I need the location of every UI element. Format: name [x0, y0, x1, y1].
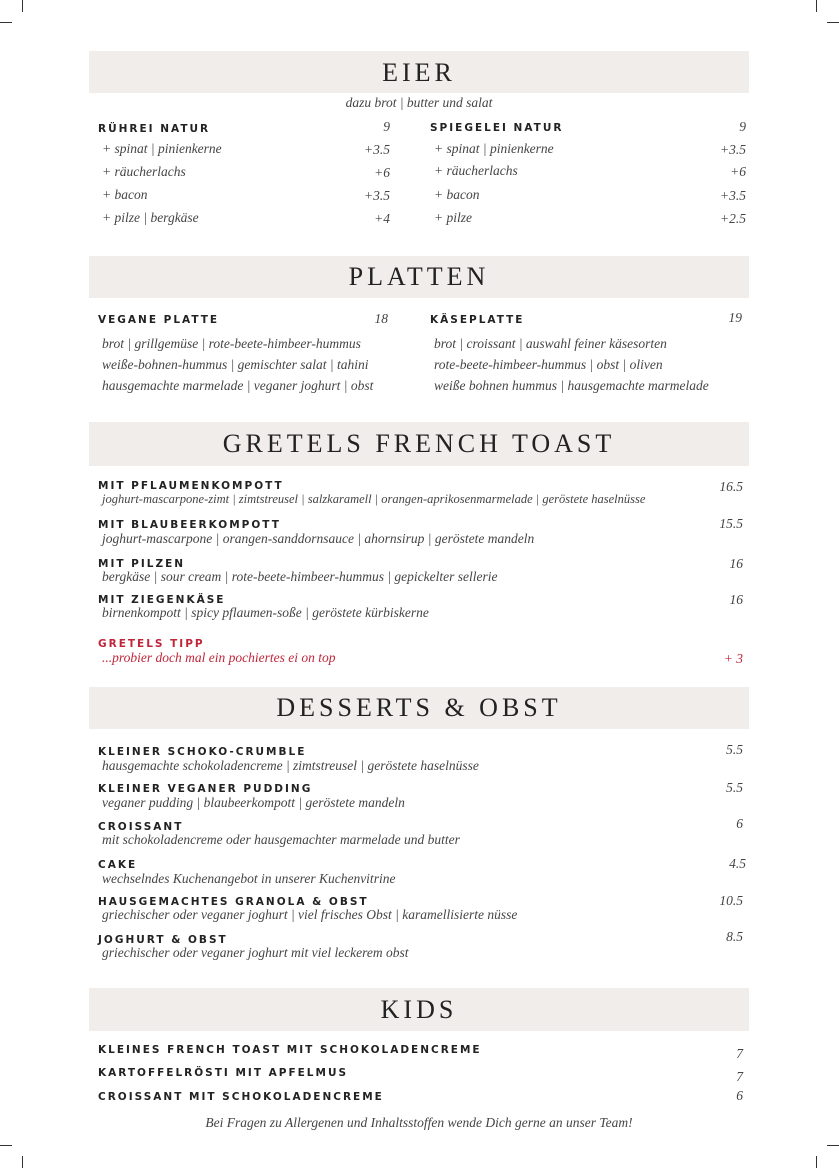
- crop-mark: [827, 22, 839, 23]
- menu-item-name: JOGHURT & OBST: [98, 934, 228, 946]
- section-title-desserts: DESSERTS & OBST: [276, 693, 562, 722]
- menu-item-name: KLEINES FRENCH TOAST MIT SCHOKOLADENCREME: [98, 1044, 482, 1056]
- menu-item-price: 7: [736, 1069, 743, 1084]
- menu-item-name: KARTOFFELRÖSTI MIT APFELMUS: [98, 1067, 349, 1079]
- menu-item-price: 16: [729, 592, 743, 607]
- extra-price: +3.5: [364, 142, 390, 157]
- menu-item-price: 18: [374, 311, 388, 326]
- section-title-eier: EIER: [382, 58, 456, 87]
- menu-item-price: 15.5: [719, 516, 743, 531]
- menu-item-desc: joghurt-mascarpone-zimt | zimtstreusel | salzkaramell | orangen-aprikosenmarmelade | geröstete haselnüsse: [102, 492, 646, 506]
- menu-item-price: 16: [729, 556, 743, 571]
- menu-item-desc: birnenkompott | spicy pflaumen-soße | geröstete kürbiskerne: [102, 605, 429, 620]
- menu-item-desc: bergkäse | sour cream | rote-beete-himbeer-hummus | gepickelter sellerie: [102, 569, 498, 584]
- menu-item-desc: veganer pudding | blaubeerkompott | geröstete mandeln: [102, 795, 405, 810]
- menu-item-name: CAKE: [98, 859, 138, 871]
- extra-label: + räucherlachs: [102, 164, 186, 179]
- menu-item-desc: brot | grillgemüse | rote-beete-himbeer-hummus: [102, 336, 361, 351]
- menu-item-desc: weiße bohnen hummus | hausgemachte marmelade: [434, 378, 709, 393]
- allergen-note: Bei Fragen zu Allergenen und Inhaltsstoffen wende Dich gerne an unser Team!: [205, 1115, 633, 1130]
- crop-mark: [827, 1145, 839, 1146]
- extra-price: +3.5: [720, 142, 746, 157]
- menu-item-name: CROISSANT MIT SCHOKOLADENCREME: [98, 1091, 384, 1103]
- crop-mark: [22, 1156, 23, 1168]
- extra-price: +2.5: [720, 211, 746, 226]
- menu-item-name: MIT PILZEN: [98, 558, 186, 570]
- crop-mark: [816, 0, 817, 12]
- section-title-kids: KIDS: [380, 995, 458, 1024]
- menu-item-price: 4.5: [729, 856, 746, 871]
- menu-item-name: SPIEGELEI NATUR: [430, 122, 564, 134]
- extra-price: +4: [374, 211, 390, 226]
- menu-item-price: 9: [383, 119, 390, 134]
- eier-subtitle: dazu brot | butter und salat: [345, 95, 493, 110]
- menu-item-price: 7: [736, 1046, 743, 1061]
- extra-label: + pilze: [434, 210, 472, 225]
- menu-item-price: 9: [739, 119, 746, 134]
- extra-label: + räucherlachs: [434, 163, 518, 178]
- extra-price: +6: [374, 165, 390, 180]
- menu-item-name: KÄSEPLATTE: [430, 314, 525, 326]
- menu-item-desc: weiße-bohnen-hummus | gemischter salat | tahini: [102, 357, 369, 372]
- menu-item-price: 19: [728, 310, 742, 325]
- menu-item-name: HAUSGEMACHTES GRANOLA & OBST: [98, 896, 369, 908]
- tip-desc: ...probier doch mal ein pochiertes ei on top: [102, 650, 336, 665]
- menu-item-desc: griechischer oder veganer joghurt | viel frisches Obst | karamellisierte nüsse: [102, 907, 518, 922]
- extra-price: +6: [730, 164, 746, 179]
- extra-label: + pilze | bergkäse: [102, 210, 199, 225]
- menu-item-desc: hausgemachte marmelade | veganer joghurt | obst: [102, 378, 374, 393]
- crop-mark: [816, 1156, 817, 1168]
- extra-label: + bacon: [102, 187, 148, 202]
- crop-mark: [0, 1145, 12, 1146]
- extra-label: + bacon: [434, 187, 480, 202]
- extra-label: + spinat | pinienkerne: [434, 141, 554, 156]
- menu-item-name: MIT ZIEGENKÄSE: [98, 594, 226, 606]
- menu-item-name: MIT PFLAUMENKOMPOTT: [98, 480, 284, 492]
- extra-label: + spinat | pinienkerne: [102, 141, 222, 156]
- menu-item-price: 5.5: [726, 780, 743, 795]
- menu-item-price: 10.5: [719, 893, 743, 908]
- menu-item-name: MIT BLAUBEERKOMPOTT: [98, 519, 281, 531]
- extra-price: +3.5: [720, 188, 746, 203]
- tip-price: + 3: [723, 651, 743, 666]
- menu-item-name: RÜHREI NATUR: [98, 123, 211, 135]
- crop-mark: [0, 22, 12, 23]
- section-title-toast: GRETELS FRENCH TOAST: [222, 429, 616, 458]
- menu-item-desc: wechselndes Kuchenangebot in unserer Kuchenvitrine: [102, 871, 396, 886]
- menu-item-price: 8.5: [726, 929, 743, 944]
- menu-item-price: 5.5: [726, 742, 743, 757]
- menu-item-name: KLEINER VEGANER PUDDING: [98, 783, 313, 795]
- crop-mark: [22, 0, 23, 12]
- menu-item-desc: mit schokoladencreme oder hausgemachter marmelade und butter: [102, 832, 460, 847]
- tip-label: GRETELS TIPP: [98, 638, 205, 650]
- menu-item-price: 16.5: [719, 479, 743, 494]
- menu-item-desc: joghurt-mascarpone | orangen-sanddornsauce | ahornsirup | geröstete mandeln: [102, 531, 535, 546]
- extra-price: +3.5: [364, 188, 390, 203]
- menu-item-price: 6: [736, 1088, 743, 1103]
- menu-item-desc: hausgemachte schokoladencreme | zimtstreusel | geröstete haselnüsse: [102, 758, 479, 773]
- menu-item-name: VEGANE PLATTE: [98, 314, 220, 326]
- menu-item-name: KLEINER SCHOKO-CRUMBLE: [98, 746, 307, 758]
- menu-item-name: CROISSANT: [98, 821, 184, 833]
- menu-item-desc: griechischer oder veganer joghurt mit viel leckerem obst: [102, 945, 409, 960]
- menu-item-desc: brot | croissant | auswahl feiner käsesorten: [434, 336, 667, 351]
- menu-item-price: 6: [736, 816, 743, 831]
- menu-item-desc: rote-beete-himbeer-hummus | obst | oliven: [434, 357, 663, 372]
- section-title-platten: PLATTEN: [348, 262, 490, 291]
